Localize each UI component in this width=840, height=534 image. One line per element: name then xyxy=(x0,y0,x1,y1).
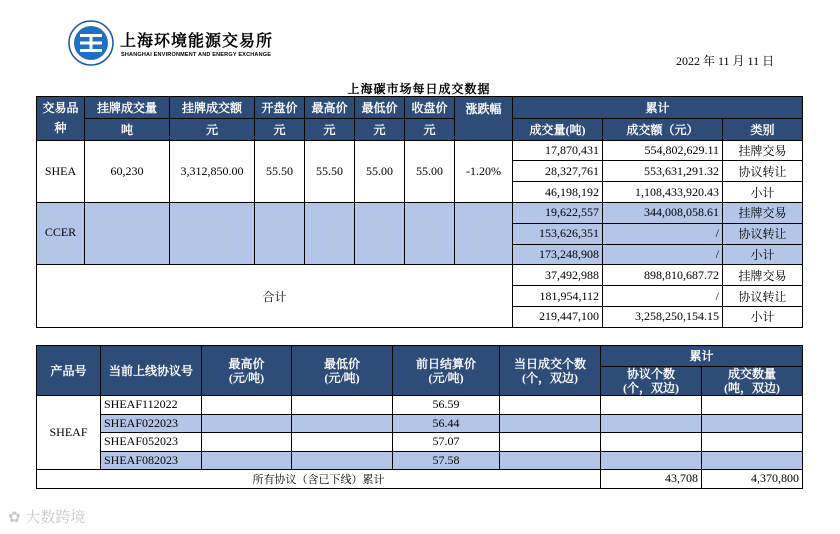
cum-volume-cell: 46,198,192 xyxy=(513,182,603,203)
cum-type-cell: 小计 xyxy=(723,182,803,203)
forward-total-count: 43,708 xyxy=(601,470,702,489)
empty-cell xyxy=(500,396,601,415)
empty-cell xyxy=(500,414,601,433)
empty-cell xyxy=(405,202,455,264)
forward-total-label: 所有协议（含已下线）累计 xyxy=(37,470,601,489)
unit-low: 元 xyxy=(355,118,405,140)
cum-volume-cell: 173,248,908 xyxy=(513,244,603,265)
empty-cell xyxy=(170,202,255,264)
empty-cell xyxy=(601,396,702,415)
header-settle xyxy=(393,346,500,396)
empty-cell xyxy=(702,396,803,415)
cum-type-cell: 协议转让 xyxy=(723,286,803,307)
cum-type-cell: 挂牌交易 xyxy=(723,140,803,161)
header-low xyxy=(292,346,393,396)
header-cumulative: 累计 xyxy=(601,346,803,367)
forward-contract-table xyxy=(36,345,803,489)
header-row-2 xyxy=(37,118,803,140)
cum-volume-cell: 153,626,351 xyxy=(513,223,603,244)
empty-cell xyxy=(455,202,513,264)
shea-listed-amount: 3,312,850.00 xyxy=(170,140,255,202)
settle-cell: 56.44 xyxy=(393,414,500,433)
exchange-logo xyxy=(68,20,114,66)
cum-amount-cell: 3,258,250,154.15 xyxy=(603,306,723,327)
report-date: 2022 年 11 月 11 日 xyxy=(676,54,775,68)
forward-total-qty: 4,370,800 xyxy=(702,470,803,489)
contract-cell: SHEAF082023 xyxy=(101,451,202,470)
shea-close: 55.00 xyxy=(405,140,455,202)
cum-amount-cell: / xyxy=(603,244,723,265)
product-sheaf: SHEAF xyxy=(37,396,101,470)
empty-cell xyxy=(255,202,305,264)
unit-amount: 元 xyxy=(170,118,255,140)
cum-amount-cell: / xyxy=(603,286,723,307)
header-listed-amount: 挂牌成交额 xyxy=(170,97,255,119)
empty-cell xyxy=(202,451,292,470)
empty-cell xyxy=(305,202,355,264)
shea-listed-volume: 60,230 xyxy=(85,140,170,202)
empty-cell xyxy=(500,433,601,452)
shea-low: 55.00 xyxy=(355,140,405,202)
header-low: 最低价 xyxy=(355,97,405,119)
header-cum-count-unit: (个，双边) xyxy=(623,381,679,395)
header-cumulative: 累计 xyxy=(513,97,803,119)
header-cum-qty-label: 成交数量 xyxy=(728,367,777,381)
table-row xyxy=(37,433,803,452)
header-high-label: 最高价 xyxy=(228,356,265,371)
header-cum-count-label: 协议个数 xyxy=(626,367,675,381)
unit-high: 元 xyxy=(305,118,355,140)
table-row xyxy=(37,396,803,415)
empty-cell xyxy=(601,414,702,433)
watermark xyxy=(8,506,85,527)
table-row xyxy=(37,451,803,470)
cum-type-cell: 协议转让 xyxy=(723,161,803,182)
org-name-en: SHANGHAI ENVIRONMENT AND ENERGY EXCHANGE xyxy=(121,52,272,58)
shea-open: 55.50 xyxy=(255,140,305,202)
empty-cell xyxy=(355,202,405,264)
header-product: 交易品种 xyxy=(37,97,85,141)
cum-type-cell: 挂牌交易 xyxy=(723,265,803,286)
table-row xyxy=(37,202,803,223)
cum-amount-cell: 898,810,687.72 xyxy=(603,265,723,286)
cum-amount-cell: 344,008,058.61 xyxy=(603,202,723,223)
empty-cell xyxy=(292,433,393,452)
header-settle-label: 前日结算价 xyxy=(415,356,476,371)
table-row xyxy=(37,140,803,161)
contract-cell: SHEAF022023 xyxy=(101,414,202,433)
contract-cell: SHEAF112022 xyxy=(101,396,202,415)
header-low-unit: (元/吨) xyxy=(324,370,360,385)
empty-cell xyxy=(292,396,393,415)
cum-volume-cell: 181,954,112 xyxy=(513,286,603,307)
cum-volume-cell: 19,622,557 xyxy=(513,202,603,223)
header-listed-volume: 挂牌成交量 xyxy=(85,97,170,119)
header-low-label: 最低价 xyxy=(323,356,360,371)
cum-amount-cell: 553,631,291.32 xyxy=(603,161,723,182)
table-row xyxy=(37,414,803,433)
product-shea: SHEA xyxy=(37,140,85,202)
header-high xyxy=(202,346,292,396)
header-high: 最高价 xyxy=(305,97,355,119)
empty-cell xyxy=(601,451,702,470)
cum-type-cell: 协议转让 xyxy=(723,223,803,244)
empty-cell xyxy=(702,433,803,452)
cum-amount-cell: 554,802,629.11 xyxy=(603,140,723,161)
header-cum-qty-unit: (吨，双边) xyxy=(724,381,780,395)
cum-volume-cell: 219,447,100 xyxy=(513,306,603,327)
contract-cell: SHEAF052023 xyxy=(101,433,202,452)
header-product-code: 产品号 xyxy=(37,346,101,396)
settle-cell: 56.59 xyxy=(393,396,500,415)
empty-cell xyxy=(292,414,393,433)
total-label: 合计 xyxy=(37,265,513,327)
header-contract: 当前上线协议号 xyxy=(101,346,202,396)
unit-volume: 吨 xyxy=(85,118,170,140)
header-row-1 xyxy=(37,97,803,119)
daily-trading-table xyxy=(36,96,803,328)
cum-type-cell: 挂牌交易 xyxy=(723,202,803,223)
unit-open: 元 xyxy=(255,118,305,140)
empty-cell xyxy=(500,451,601,470)
product-ccer: CCER xyxy=(37,202,85,264)
daily-table-title: 上海碳市场每日成交数据 xyxy=(347,82,491,96)
settle-cell: 57.58 xyxy=(393,451,500,470)
header-cum-count xyxy=(601,367,702,396)
cum-volume-cell: 17,870,431 xyxy=(513,140,603,161)
watermark-text: 大数跨境 xyxy=(25,508,86,526)
header-count xyxy=(500,346,601,396)
empty-cell xyxy=(601,433,702,452)
empty-cell xyxy=(202,396,292,415)
org-name-cn: 上海环境能源交易所 xyxy=(120,33,274,50)
header-row-1 xyxy=(37,346,803,367)
unit-close: 元 xyxy=(405,118,455,140)
cum-amount-cell: / xyxy=(603,223,723,244)
shea-high: 55.50 xyxy=(305,140,355,202)
empty-cell xyxy=(292,451,393,470)
header-cum-type: 类别 xyxy=(723,118,803,140)
table-row xyxy=(37,265,803,286)
settle-cell: 57.07 xyxy=(393,433,500,452)
header-close: 收盘价 xyxy=(405,97,455,119)
empty-cell xyxy=(702,451,803,470)
header-open: 开盘价 xyxy=(255,97,305,119)
header-cum-volume: 成交量(吨) xyxy=(513,118,603,140)
header-cum-qty xyxy=(702,367,803,396)
header-count-unit: (个，双边) xyxy=(522,370,578,385)
header-count-label: 当日成交个数 xyxy=(513,356,586,371)
header-high-unit: (元/吨) xyxy=(228,370,265,385)
watermark-icon: ✿ xyxy=(8,508,26,526)
cum-volume-cell: 28,327,761 xyxy=(513,161,603,182)
shea-change: -1.20% xyxy=(455,140,513,202)
table-row xyxy=(37,470,803,489)
empty-cell xyxy=(202,414,292,433)
cum-type-cell: 小计 xyxy=(723,306,803,327)
cum-volume-cell: 37,492,988 xyxy=(513,265,603,286)
empty-cell xyxy=(85,202,170,264)
header-cum-amount: 成交额（元） xyxy=(603,118,723,140)
empty-cell xyxy=(702,414,803,433)
empty-cell xyxy=(202,433,292,452)
cum-amount-cell: 1,108,433,920.43 xyxy=(603,182,723,203)
header-change: 涨跌幅 xyxy=(455,97,513,141)
cum-type-cell: 小计 xyxy=(723,244,803,265)
header-settle-unit: (元/吨) xyxy=(428,370,464,385)
